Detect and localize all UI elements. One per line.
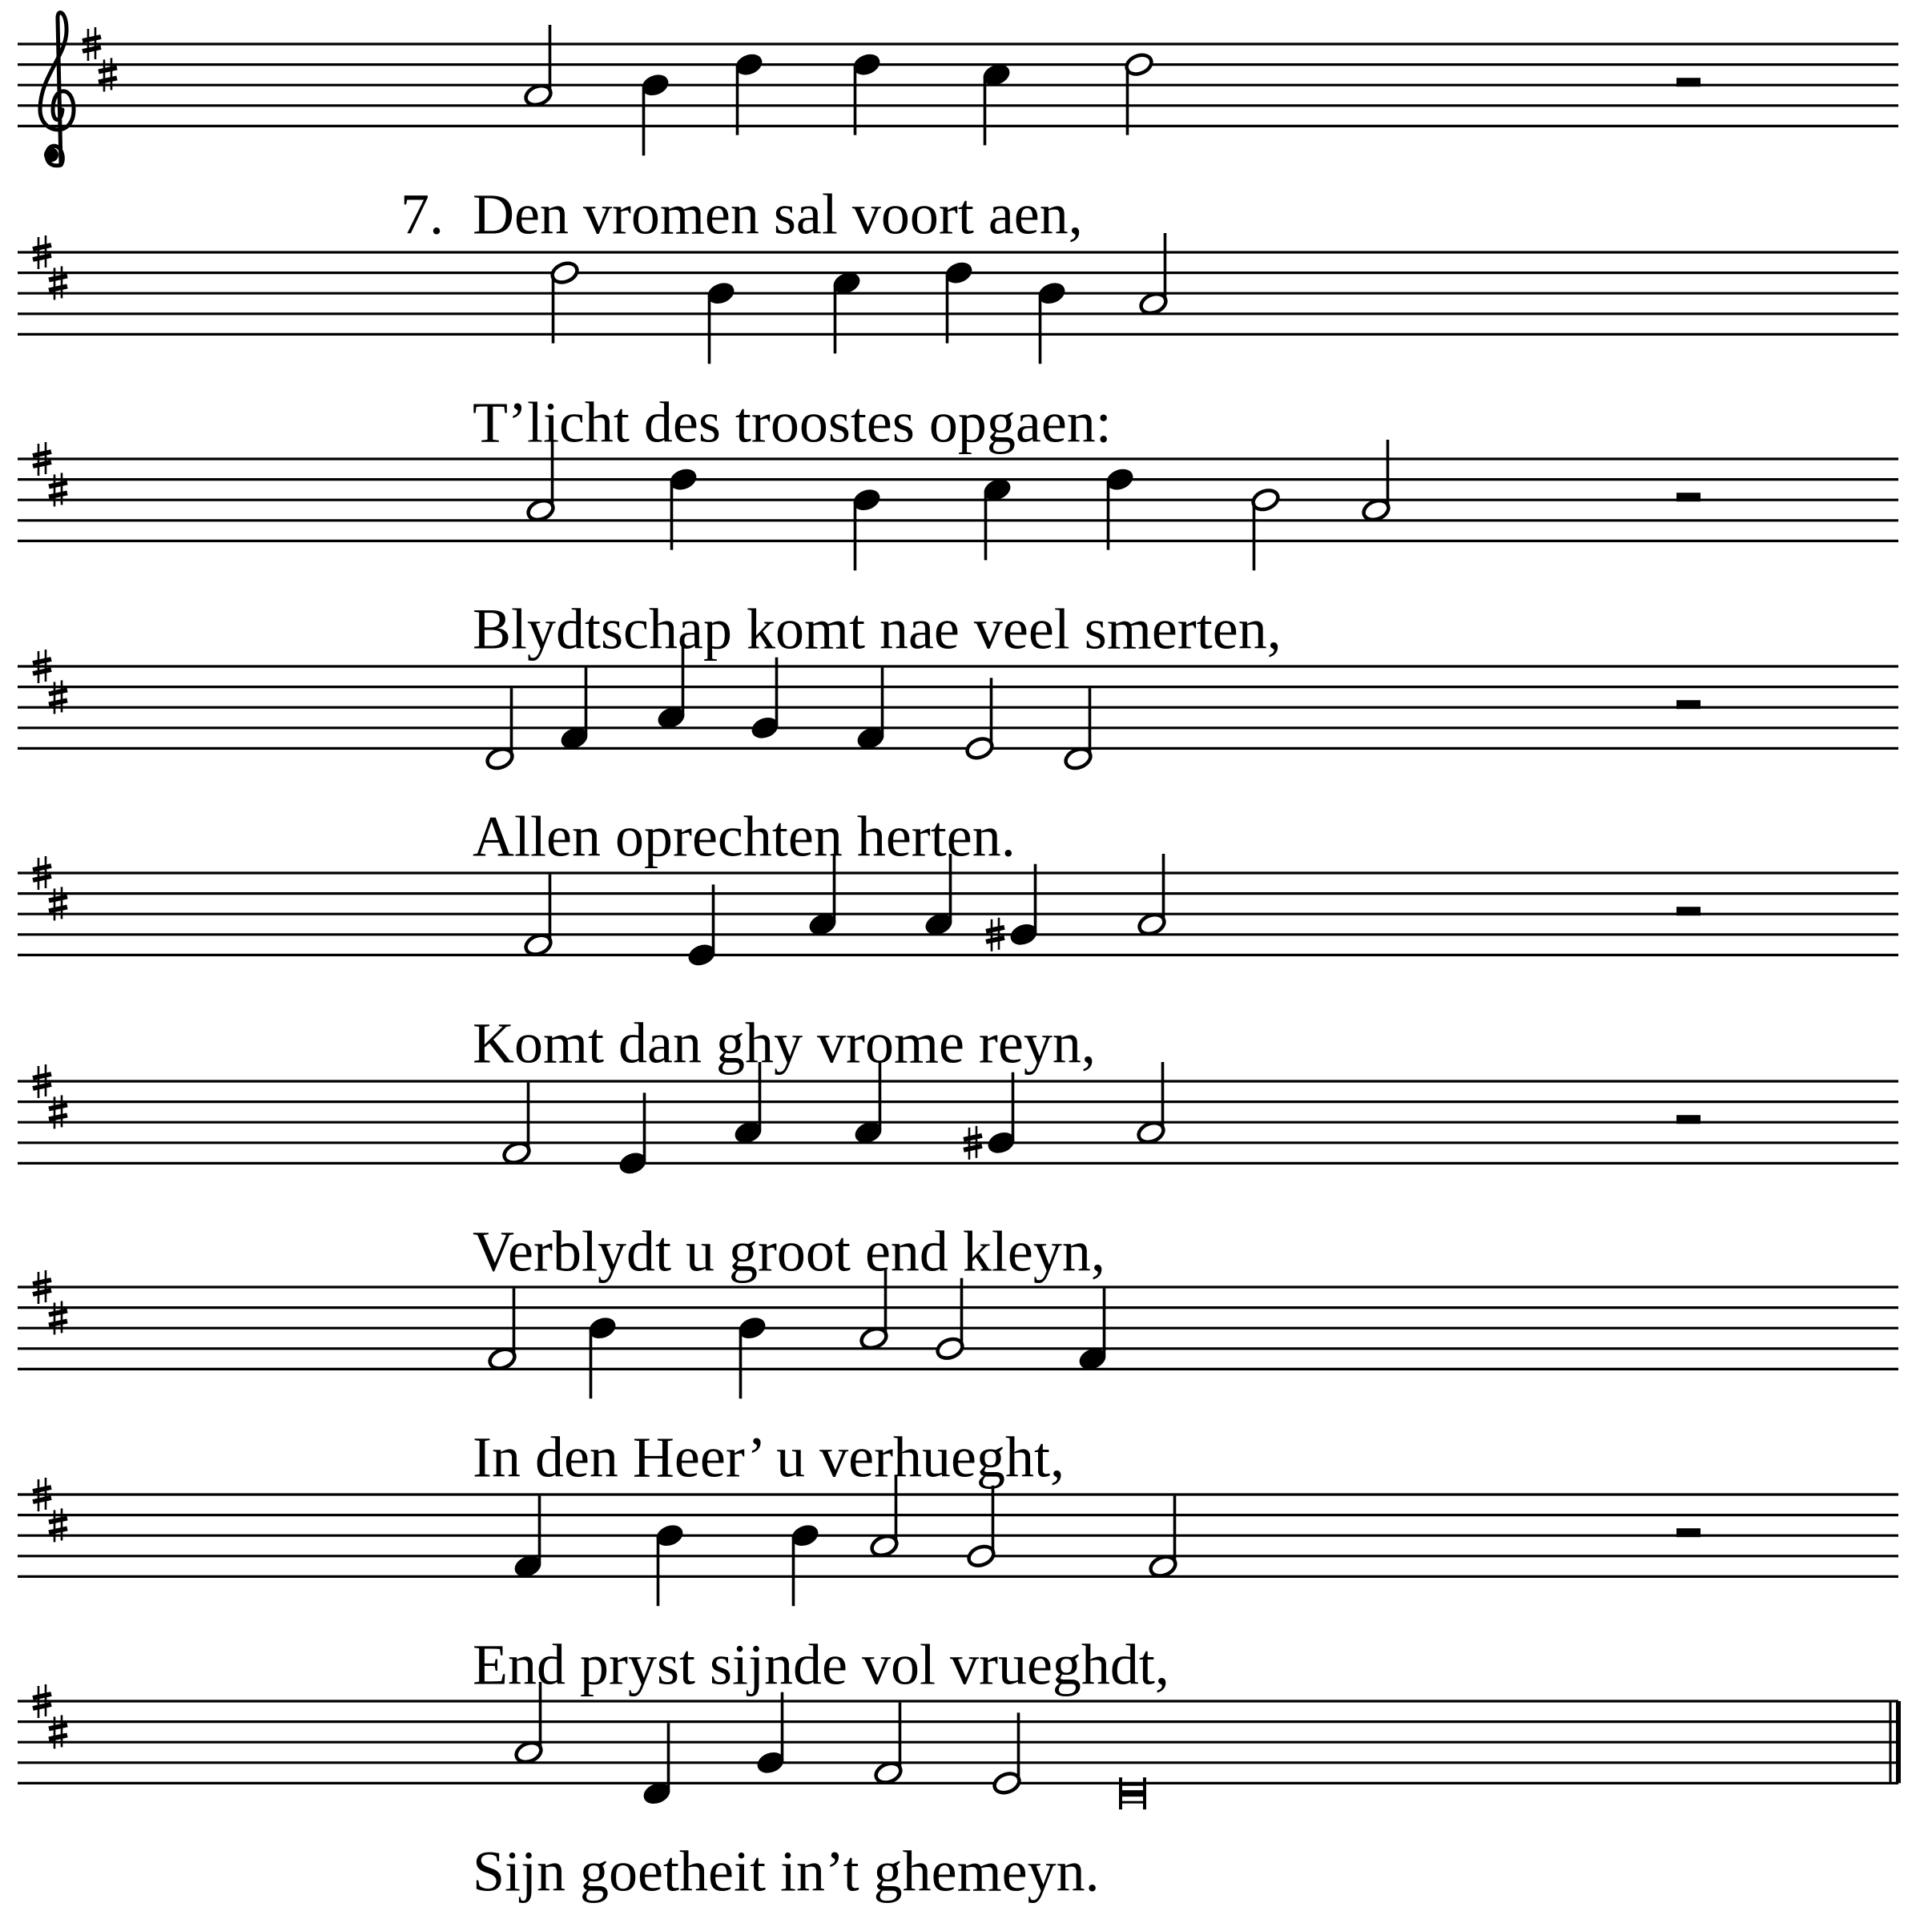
note bbox=[1361, 440, 1391, 523]
note bbox=[706, 280, 736, 364]
note bbox=[513, 1496, 543, 1579]
lyric-line: T’licht des troostes opgaen: bbox=[473, 390, 1112, 455]
staff-system bbox=[18, 233, 1898, 454]
lyric-line: Allen oprechten herten. bbox=[473, 804, 1016, 869]
staff-system bbox=[18, 1475, 1898, 1696]
lyric-line: Blydtschap komt nae veel smerten, bbox=[473, 597, 1282, 662]
staff bbox=[18, 1081, 1898, 1163]
note bbox=[1077, 1289, 1108, 1372]
note bbox=[737, 1315, 767, 1398]
half-rest-icon bbox=[1676, 493, 1701, 501]
lyric-line: Komt dan ghy vrome reyn, bbox=[473, 1011, 1096, 1076]
key-signature bbox=[33, 1064, 67, 1128]
sharp-icon bbox=[49, 1715, 67, 1748]
staff bbox=[18, 873, 1898, 955]
staff bbox=[18, 44, 1898, 126]
staff-system bbox=[18, 854, 1898, 1075]
note bbox=[981, 62, 1012, 145]
key-signature bbox=[83, 27, 117, 91]
note bbox=[755, 1692, 786, 1776]
staff-system bbox=[18, 1268, 1898, 1489]
note bbox=[640, 72, 670, 155]
half-rest-icon bbox=[1676, 700, 1701, 709]
staff-system bbox=[18, 13, 1898, 247]
note bbox=[587, 1315, 618, 1398]
staff-system bbox=[18, 1682, 1898, 1903]
key-signature bbox=[33, 1478, 67, 1542]
note bbox=[966, 1486, 996, 1569]
note bbox=[1148, 1496, 1178, 1579]
staff bbox=[18, 666, 1898, 748]
note bbox=[851, 51, 882, 135]
key-signature bbox=[33, 1684, 67, 1748]
half-rest-icon bbox=[1676, 78, 1701, 86]
note bbox=[964, 1072, 1016, 1160]
staff-system bbox=[18, 647, 1898, 868]
sharp-icon bbox=[49, 1095, 67, 1128]
lyric-line: In den Heer’ u verhueght, bbox=[473, 1425, 1065, 1490]
note bbox=[734, 51, 764, 135]
note bbox=[982, 477, 1012, 560]
verse-number: 7. bbox=[400, 182, 444, 247]
key-signature bbox=[33, 235, 67, 300]
treble-clef-icon bbox=[40, 13, 74, 166]
note bbox=[642, 1723, 672, 1806]
note bbox=[986, 864, 1039, 951]
note bbox=[1250, 487, 1281, 570]
note bbox=[1137, 854, 1167, 937]
key-signature bbox=[33, 1270, 67, 1334]
note bbox=[750, 658, 780, 741]
note bbox=[654, 1523, 685, 1606]
staff bbox=[18, 459, 1898, 541]
note bbox=[1136, 1062, 1166, 1145]
note bbox=[618, 1092, 648, 1176]
sharp-icon bbox=[49, 887, 67, 920]
note bbox=[523, 25, 553, 108]
note bbox=[1036, 280, 1067, 364]
sharp-icon bbox=[49, 266, 67, 300]
note bbox=[851, 487, 882, 570]
note bbox=[944, 259, 974, 343]
lyric-line: End pryst sijnde vol vrueghdt, bbox=[473, 1632, 1169, 1697]
staff bbox=[18, 1495, 1898, 1576]
note bbox=[992, 1712, 1022, 1796]
staff-system bbox=[18, 1062, 1898, 1283]
note bbox=[873, 1703, 904, 1786]
staff bbox=[18, 1287, 1898, 1369]
sharp-icon bbox=[49, 680, 67, 714]
note bbox=[1138, 233, 1169, 316]
note bbox=[485, 688, 515, 771]
note bbox=[686, 884, 717, 968]
note bbox=[855, 668, 886, 751]
note bbox=[501, 1083, 532, 1166]
note bbox=[549, 259, 580, 343]
sharp-icon bbox=[49, 1508, 67, 1542]
lyric-line: Sijn goetheit in’t ghemeyn. bbox=[473, 1839, 1100, 1904]
note bbox=[935, 1278, 965, 1362]
note bbox=[1105, 466, 1135, 549]
half-rest-icon bbox=[1676, 1115, 1701, 1124]
note bbox=[831, 270, 862, 353]
note bbox=[1124, 51, 1154, 135]
key-signature bbox=[33, 856, 67, 920]
half-rest-icon bbox=[1676, 1528, 1701, 1537]
note bbox=[668, 466, 698, 549]
note bbox=[559, 668, 590, 751]
key-signature bbox=[33, 442, 67, 506]
half-rest-icon bbox=[1676, 907, 1701, 915]
lyric-line: Verblydt u groot end kleyn, bbox=[473, 1219, 1105, 1284]
note bbox=[1063, 688, 1093, 771]
note bbox=[790, 1523, 820, 1606]
sharp-icon bbox=[49, 473, 67, 506]
sharp-icon bbox=[99, 58, 117, 91]
lyric-line: Den vromen sal voort aen, bbox=[473, 182, 1083, 247]
key-signature bbox=[33, 650, 67, 714]
note bbox=[964, 678, 995, 761]
note bbox=[523, 875, 553, 958]
sharp-icon bbox=[49, 1301, 67, 1334]
note bbox=[487, 1289, 517, 1372]
staff bbox=[18, 1701, 1898, 1783]
staff-system bbox=[18, 440, 1898, 661]
